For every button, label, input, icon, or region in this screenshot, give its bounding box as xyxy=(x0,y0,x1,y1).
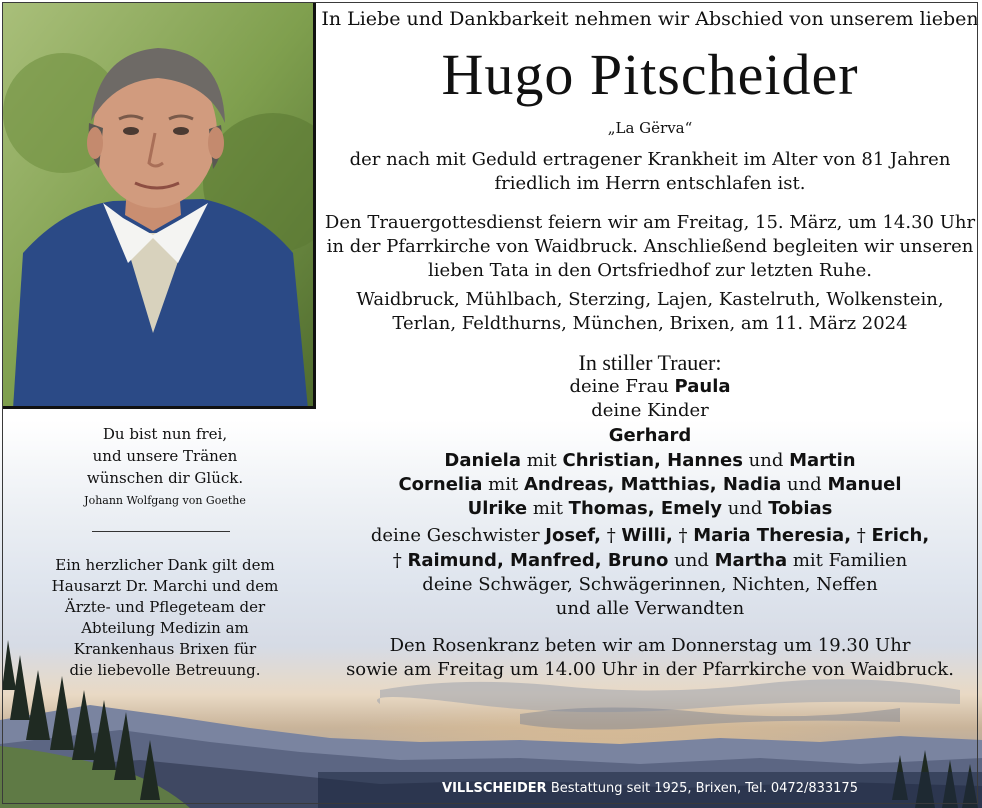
grandchildren-names: Andreas, Matthias, Nadia xyxy=(523,474,782,495)
sibling-name: Martha xyxy=(714,550,788,571)
connector-text: und xyxy=(748,450,784,471)
grandchildren-names: Christian, Hannes xyxy=(562,450,743,471)
grandchild-name: Manuel xyxy=(827,474,902,495)
funeral-service-line: Den Trauergottesdienst feiern wir am Freitag, 15. März, um 14.30 Uhr xyxy=(324,212,976,233)
sibling-name: Josef, xyxy=(545,525,601,546)
death-notice xyxy=(318,148,982,196)
cross-symbol: † xyxy=(392,550,402,571)
death-notice-line: der nach mit Geduld ertragener Krankheit im Alter von 81 Jahren xyxy=(349,149,951,170)
connector-text: mit xyxy=(532,498,563,519)
cross-symbol: † xyxy=(678,525,688,546)
child-line xyxy=(318,473,982,497)
thanks-line: Hausarzt Dr. Marchi und dem xyxy=(51,577,279,595)
relatives-line: und alle Verwandten xyxy=(555,598,745,619)
sibling-name: Maria Theresia, xyxy=(693,525,852,546)
goethe-quote xyxy=(20,423,310,489)
connector-text: mit xyxy=(488,474,519,495)
grandchild-name: Martin xyxy=(789,450,856,471)
siblings-prefix: deine Geschwister xyxy=(370,525,540,546)
sibling-name: Willi, xyxy=(621,525,673,546)
wife-name: Paula xyxy=(674,376,731,397)
thanks-line: Ärzte- und Pflegeteam der xyxy=(64,598,266,616)
funeral-service-line: in der Pfarrkirche von Waidbruck. Anschließend begleiten wir unseren xyxy=(326,236,974,257)
child-name: Cornelia xyxy=(398,474,483,495)
connector-text: und xyxy=(787,474,822,495)
wife-line xyxy=(318,375,982,399)
siblings-line xyxy=(318,549,982,573)
siblings-suffix: mit Familien xyxy=(792,550,908,571)
sibling-names: Raimund, Manfred, Bruno xyxy=(407,550,669,571)
thanks-line: die liebevolle Betreuung. xyxy=(69,661,261,679)
places-line: Waidbruck, Mühlbach, Sterzing, Lajen, Kastelruth, Wolkenstein, xyxy=(356,289,944,310)
thanks-note xyxy=(20,555,310,681)
quote-line: wünschen dir Glück. xyxy=(86,469,244,487)
quote-line: und unsere Tränen xyxy=(92,447,238,465)
funeral-service xyxy=(318,211,982,283)
portrait-photo xyxy=(3,3,316,409)
thanks-line: Ein herzlicher Dank gilt dem xyxy=(55,556,275,574)
divider xyxy=(92,531,230,532)
child-name: Ulrike xyxy=(467,498,528,519)
in-laws-line: deine Schwäger, Schwägerinnen, Nichten, Neffen xyxy=(422,574,878,595)
quote-author: Johann Wolfgang von Goethe xyxy=(84,494,246,507)
funeral-home-name: VILLSCHEIDER xyxy=(442,781,547,796)
connector-text: und xyxy=(674,550,709,571)
thanks-line: Abteilung Medizin am xyxy=(81,619,249,637)
funeral-service-line: lieben Tata in den Ortsfriedhof zur letzten Ruhe. xyxy=(428,260,872,281)
quote-line: Du bist nun frei, xyxy=(102,425,228,443)
child-name: Daniela xyxy=(444,450,521,471)
thanks-line: Krankenhaus Brixen für xyxy=(73,640,257,658)
cross-symbol: † xyxy=(606,525,616,546)
child-line xyxy=(318,424,982,448)
rosary-line: sowie am Freitag um 14.00 Uhr in der Pfarrkirche von Waidbruck. xyxy=(346,659,954,680)
grandchild-name: Tobias xyxy=(768,498,833,519)
cross-symbol: † xyxy=(856,525,866,546)
intro-text: In Liebe und Dankbarkeit nehmen wir Abschied von unserem lieben xyxy=(321,8,979,30)
places-and-date xyxy=(318,288,982,336)
nickname: „La Gërva“ xyxy=(607,119,693,137)
children-label: deine Kinder xyxy=(591,400,709,421)
deceased-name: Hugo Pitscheider xyxy=(441,42,859,107)
funeral-home-footer xyxy=(318,781,982,796)
wife-prefix: deine Frau xyxy=(569,376,669,397)
child-line xyxy=(318,497,982,521)
child-name: Gerhard xyxy=(608,425,692,446)
child-line xyxy=(318,449,982,473)
grandchildren-names: Thomas, Emely xyxy=(568,498,723,519)
sibling-name: Erich, xyxy=(871,525,930,546)
rosary-line: Den Rosenkranz beten wir am Donnerstag um 19.30 Uhr xyxy=(389,635,911,656)
mourners-heading: In stiller Trauer: xyxy=(578,350,722,375)
places-line: Terlan, Feldthurns, München, Brixen, am 11. März 2024 xyxy=(392,313,908,334)
death-notice-line: friedlich im Herrn entschlafen ist. xyxy=(494,173,806,194)
connector-text: und xyxy=(727,498,763,519)
funeral-home-details: Bestattung seit 1925, Brixen, Tel. 0472/833175 xyxy=(550,781,858,796)
siblings-line xyxy=(318,524,982,548)
connector-text: mit xyxy=(526,450,557,471)
